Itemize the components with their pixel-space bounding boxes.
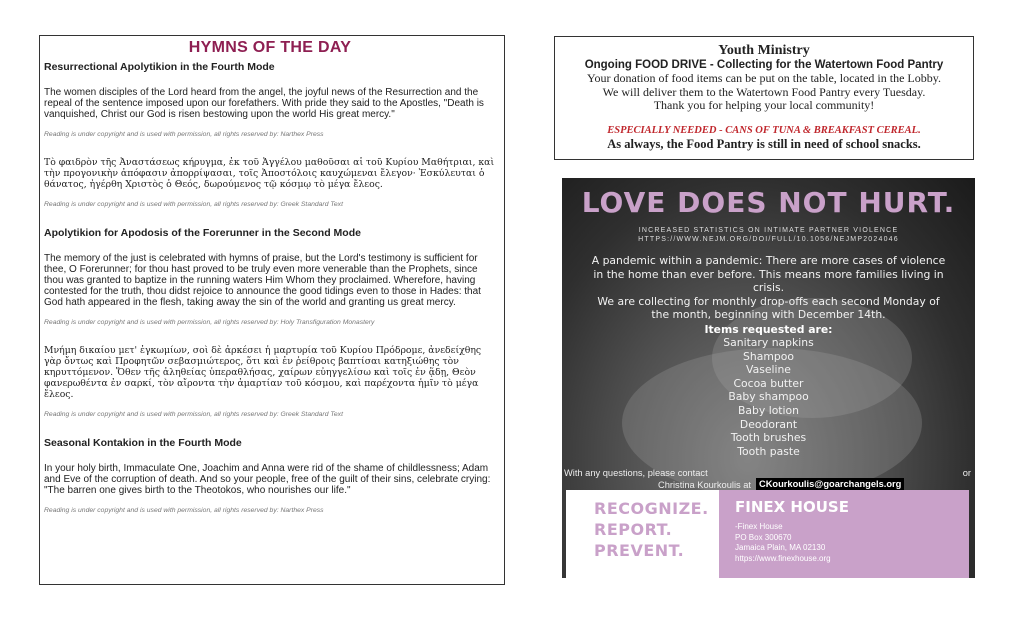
- items-heading: Items requested are:: [704, 323, 833, 336]
- hymn-english-text: The memory of the just is celebrated with hymns of praise, but the Lord's testimony is sufficient for thee, O Forerunner; for thou hast proved to be truly even more venerable than the Prophets, since thou was granted to baptize in the running waters Him Whom they proclaimed. Wherefore, having contested for the truth, thou didst rejoice to announce the good tidings even to those in Hades: that God hath appeared in the flesh, taking away the sin of the world and granting us great mercy.: [44, 253, 481, 308]
- poster-body-line: A pandemic within a pandemic: There are more cases of violence: [591, 254, 946, 267]
- slogan-line: REPORT.: [594, 520, 673, 539]
- poster-title: LOVE DOES NOT HURT.: [581, 186, 956, 219]
- youth-subtitle: Ongoing FOOD DRIVE - Collecting for the Watertown Food Pantry: [584, 59, 944, 71]
- list-item: Tooth paste: [737, 444, 800, 458]
- youth-needed: ESPECIALLY NEEDED - CANS OF TUNA & BREAKFAST CEREAL.: [607, 124, 921, 136]
- youth-line: Your donation of food items can be put on the table, located in the Lobby.: [587, 71, 941, 85]
- list-item: Baby lotion: [738, 403, 799, 417]
- org-name: FINEX HOUSE: [735, 498, 849, 516]
- poster-body-line: in the home than ever before. This means more families living in: [593, 267, 944, 281]
- items-list: [562, 336, 975, 458]
- poster-stats-link: HTTPS://WWW.NEJM.ORG/DOI/FULL/10.1056/NEJMP2024046: [638, 236, 899, 243]
- poster-stats-line: INCREASED STATISTICS ON INTIMATE PARTNER VIOLENCE: [638, 227, 899, 234]
- hymn-greek-text: Τὸ φαιδρὸν τῆς Ἀναστάσεως κήρυγμα, ἐκ τοῦ Ἀγγέλου μαθοῦσαι αἱ τοῦ Κυρίου Μαθήτριαι, καὶ τὴν προγονικὴν ἀπόφασιν ἀπορρίψασαι, τοῖς Ἀποστόλοις καυχώμεναι ἔλεγον· Ἐσκύλευται ὁ θάνατος, ἠγέρθη Χριστὸς ὁ Θεός, δωρούμενος τῷ κόσμῳ τὸ μέγα ἔλεος.: [44, 157, 495, 190]
- youth-line: Thank you for helping your local community!: [653, 98, 875, 112]
- hymn-title: Resurrectional Apolytikion in the Fourth Mode: [44, 61, 275, 73]
- hymns-heading: HYMNS OF THE DAY: [188, 39, 352, 56]
- list-item: Vaseline: [746, 363, 791, 377]
- hymn-greek-text: Μνήμη δικαίου μετ' ἐγκωμίων, σοὶ δὲ ἀρκέσει ἡ μαρτυρία τοῦ Κυρίου Πρόδρομε, ἀνεδείχθης γὰρ ὄντως καὶ Προφητῶν σεβασμιώτερος, ὅτι καὶ ἐν ῥείθροις βαπτίσαι κατηξιώθης τὸν κηρυττόμενον. Ὅθεν τῆς ἀληθείας ὑπεραθλήσας, χαίρων εὐηγγελίσω καὶ τοῖς ἐν ᾅδῃ, Θεὸν φανερωθέντα ἐν σαρκί, τὸν αἴροντα τὴν ἁμαρτίαν τοῦ κόσμου, καὶ παρέχοντα ἡμῖν τὸ μέγα ἔλεος.: [44, 345, 482, 400]
- hymn-credit: Reading is under copyright and is used with permission, all rights reserved by: Narthex Press: [44, 131, 324, 138]
- org-line: -Finex House: [735, 522, 783, 531]
- org-panel: [719, 490, 969, 578]
- list-item: Cocoa butter: [733, 376, 804, 390]
- list-item: Shampoo: [743, 349, 794, 363]
- hymn-english-text: In your holy birth, Immaculate One, Joachim and Anna were rid of the shame of childlessness; Adam and Eve of the corruption of death. And so your people, free of the guilt of their sins, celebrate crying: "The barren one gives birth to the Theotokos, who nourishes our life.": [44, 463, 491, 496]
- hymn-credit: Reading is under copyright and is used with permission, all rights reserved by: Holy Transfiguration Monastery: [44, 319, 375, 326]
- hymn-title: Apolytikion for Apodosis of the Forerunner in the Second Mode: [44, 227, 361, 239]
- hymn-credit: Reading is under copyright and is used with permission, all rights reserved by: Greek Standard Text: [44, 411, 343, 418]
- youth-ministry-box: [554, 36, 974, 160]
- list-item: Baby shampoo: [728, 390, 809, 404]
- poster-body-line: crisis.: [752, 281, 785, 294]
- list-item: Sanitary napkins: [723, 336, 814, 349]
- org-line: Jamaica Plain, MA 02130: [735, 543, 826, 552]
- slogan-line: RECOGNIZE.: [594, 499, 709, 518]
- poster-body: [562, 254, 975, 322]
- contact-name: Christina Kourkoulis at: [658, 480, 752, 490]
- slogan-panel: [566, 490, 719, 578]
- youth-title: Youth Ministry: [718, 43, 810, 58]
- list-item: Deodorant: [739, 417, 798, 431]
- youth-snacks: As always, the Food Pantry is still in need of school snacks.: [607, 136, 921, 151]
- poster-body-line: We are collecting for monthly drop-offs each second Monday of: [597, 294, 940, 308]
- list-item: Tooth brushes: [730, 431, 807, 445]
- contact-email[interactable]: CKourkoulis@goarchangels.org: [756, 478, 904, 490]
- org-line: PO Box 300670: [735, 532, 792, 542]
- contact-line: With any questions, please contact: [564, 468, 708, 478]
- poster-body-line: the month, beginning with December 14th.: [651, 308, 886, 321]
- hymn-title: Seasonal Kontakion in the Fourth Mode: [44, 437, 242, 449]
- contact-or: or: [962, 468, 971, 478]
- hymns-panel: [39, 35, 505, 585]
- dv-awareness-poster: [562, 178, 975, 578]
- org-link[interactable]: https://www.finexhouse.org: [735, 553, 831, 563]
- youth-line: We will deliver them to the Watertown Food Pantry every Tuesday.: [602, 84, 926, 99]
- hymn-credit: Reading is under copyright and is used with permission, all rights reserved by: Greek Standard Text: [44, 201, 343, 208]
- hymn-english-text: The women disciples of the Lord heard from the angel, the joyful news of the Resurrection and the repeal of the sentence imposed upon our forefathers. With pride they said to the Apostles, "Death is vanquished, Christ our God is risen bestowing upon the world His great mercy.": [44, 87, 484, 120]
- slogan-line: PREVENT.: [594, 541, 685, 560]
- hymn-credit: Reading is under copyright and is used with permission, all rights reserved by: Narthex Press: [44, 507, 324, 514]
- poster-stats: [562, 226, 975, 244]
